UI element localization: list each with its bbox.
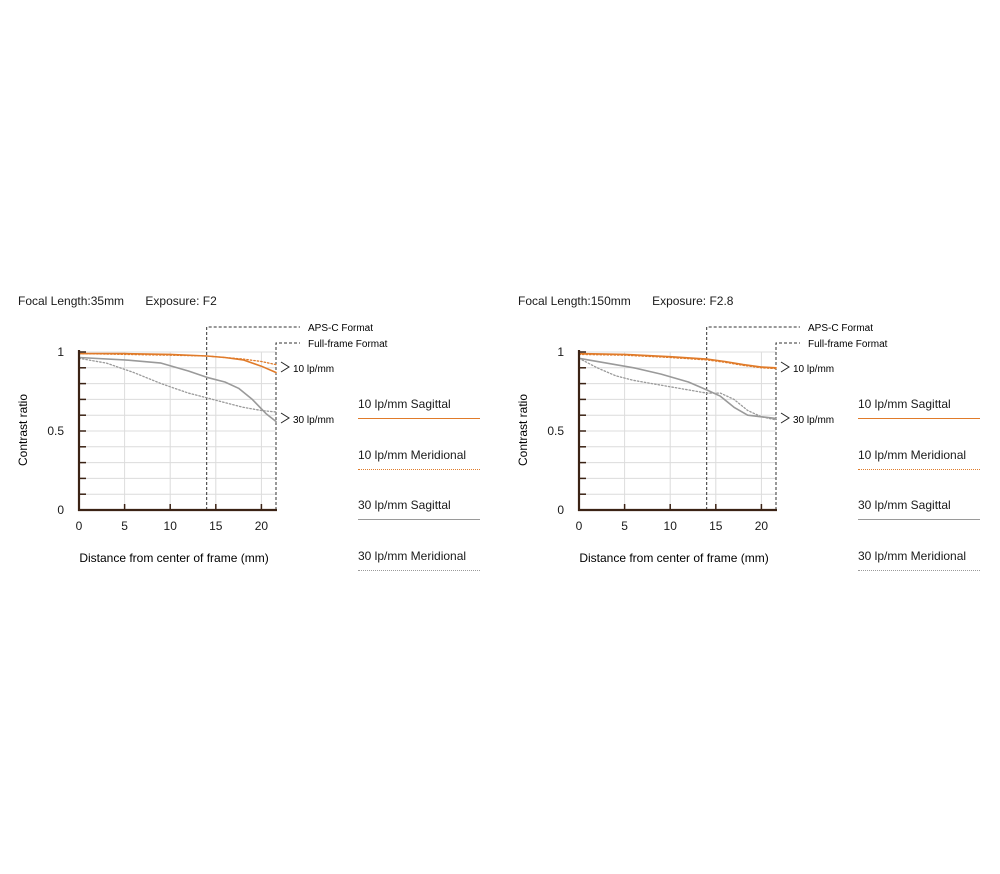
focal-length-label: Focal Length:150mm — [518, 294, 631, 308]
lp10-label: 10 lp/mm — [793, 364, 835, 375]
y-axis-label: Contrast ratio — [516, 393, 530, 467]
legend-label: 30 lp/mm Meridional — [358, 548, 467, 563]
x-tick-label: 5 — [621, 519, 628, 533]
legend-swatch — [358, 418, 480, 419]
legend-swatch — [858, 418, 980, 419]
lp30-label: 30 lp/mm — [793, 415, 835, 426]
lp10-chevron-icon — [781, 362, 789, 372]
y-tick-label: 0 — [557, 503, 564, 517]
x-tick-label: 0 — [75, 519, 83, 533]
focal-length-label: Focal Length:35mm — [18, 294, 125, 308]
full-frame-label: Full-frame Format — [308, 339, 388, 350]
tick-labels — [47, 345, 268, 533]
x-axis-label: Distance from center of frame (mm) — [79, 551, 269, 565]
series-line — [79, 354, 276, 373]
x-tick-label: 20 — [254, 519, 269, 533]
legend-swatch — [858, 469, 980, 470]
x-tick-label: 5 — [121, 519, 128, 533]
series-line — [79, 358, 276, 422]
x-tick-label: 15 — [209, 519, 223, 533]
legend-label: 10 lp/mm Meridional — [858, 447, 967, 462]
legend-swatch — [358, 469, 480, 470]
aps-c-bracket — [707, 327, 800, 510]
lp30-chevron-icon — [281, 413, 289, 423]
legend-label: 30 lp/mm Sagittal — [858, 498, 951, 512]
lp10-chevron-icon — [281, 362, 289, 372]
legend-label: 10 lp/mm Meridional — [358, 447, 467, 462]
y-tick-label: 0 — [57, 503, 64, 517]
aps-c-label: APS-C Format — [808, 323, 874, 334]
format-brackets — [707, 327, 800, 510]
lp30-chevron-icon — [781, 413, 789, 423]
legend-item-10-meridional — [858, 448, 980, 499]
series-line — [79, 358, 276, 412]
legend-swatch — [358, 570, 480, 571]
x-tick-label: 15 — [709, 519, 723, 533]
mtf-chart-panel-2 — [500, 0, 1000, 874]
legend-label: 10 lp/mm Sagittal — [358, 397, 451, 411]
lp10-label: 10 lp/mm — [293, 364, 335, 375]
format-brackets — [207, 327, 300, 510]
legend-item-10-sagittal — [858, 397, 980, 448]
legend-swatch — [858, 570, 980, 571]
legend-swatch — [358, 519, 480, 520]
x-axis-label: Distance from center of frame (mm) — [579, 551, 769, 565]
legend — [858, 397, 980, 599]
x-tick-label: 10 — [663, 519, 677, 533]
grid — [579, 352, 776, 510]
y-tick-label: 1 — [557, 345, 564, 359]
aps-c-bracket — [207, 327, 300, 510]
legend-label: 30 lp/mm Meridional — [858, 548, 967, 563]
y-axis-label: Contrast ratio — [16, 393, 30, 467]
series-group — [579, 354, 776, 420]
y-tick-label: 0.5 — [47, 424, 64, 438]
legend-item-30-meridional — [358, 549, 480, 600]
legend-label: 30 lp/mm Sagittal — [358, 498, 451, 512]
x-tick-label: 20 — [754, 519, 769, 533]
x-tick-label: 0 — [575, 519, 583, 533]
y-tick-label: 1 — [57, 345, 64, 359]
grid — [79, 352, 276, 510]
legend-label: 10 lp/mm Sagittal — [858, 397, 951, 411]
legend-item-30-sagittal — [358, 498, 480, 549]
legend-item-30-sagittal — [858, 498, 980, 549]
legend-item-10-meridional — [358, 448, 480, 499]
series-group — [79, 354, 276, 422]
lp30-label: 30 lp/mm — [293, 415, 335, 426]
full-frame-label: Full-frame Format — [808, 339, 888, 350]
legend-item-10-sagittal — [358, 397, 480, 448]
exposure-label: Exposure: F2.8 — [652, 294, 734, 308]
legend — [358, 397, 480, 599]
x-tick-label: 10 — [163, 519, 177, 533]
y-tick-label: 0.5 — [547, 424, 564, 438]
exposure-label: Exposure: F2 — [145, 294, 217, 308]
legend-item-30-meridional — [858, 549, 980, 600]
legend-swatch — [858, 519, 980, 520]
aps-c-label: APS-C Format — [308, 323, 374, 334]
